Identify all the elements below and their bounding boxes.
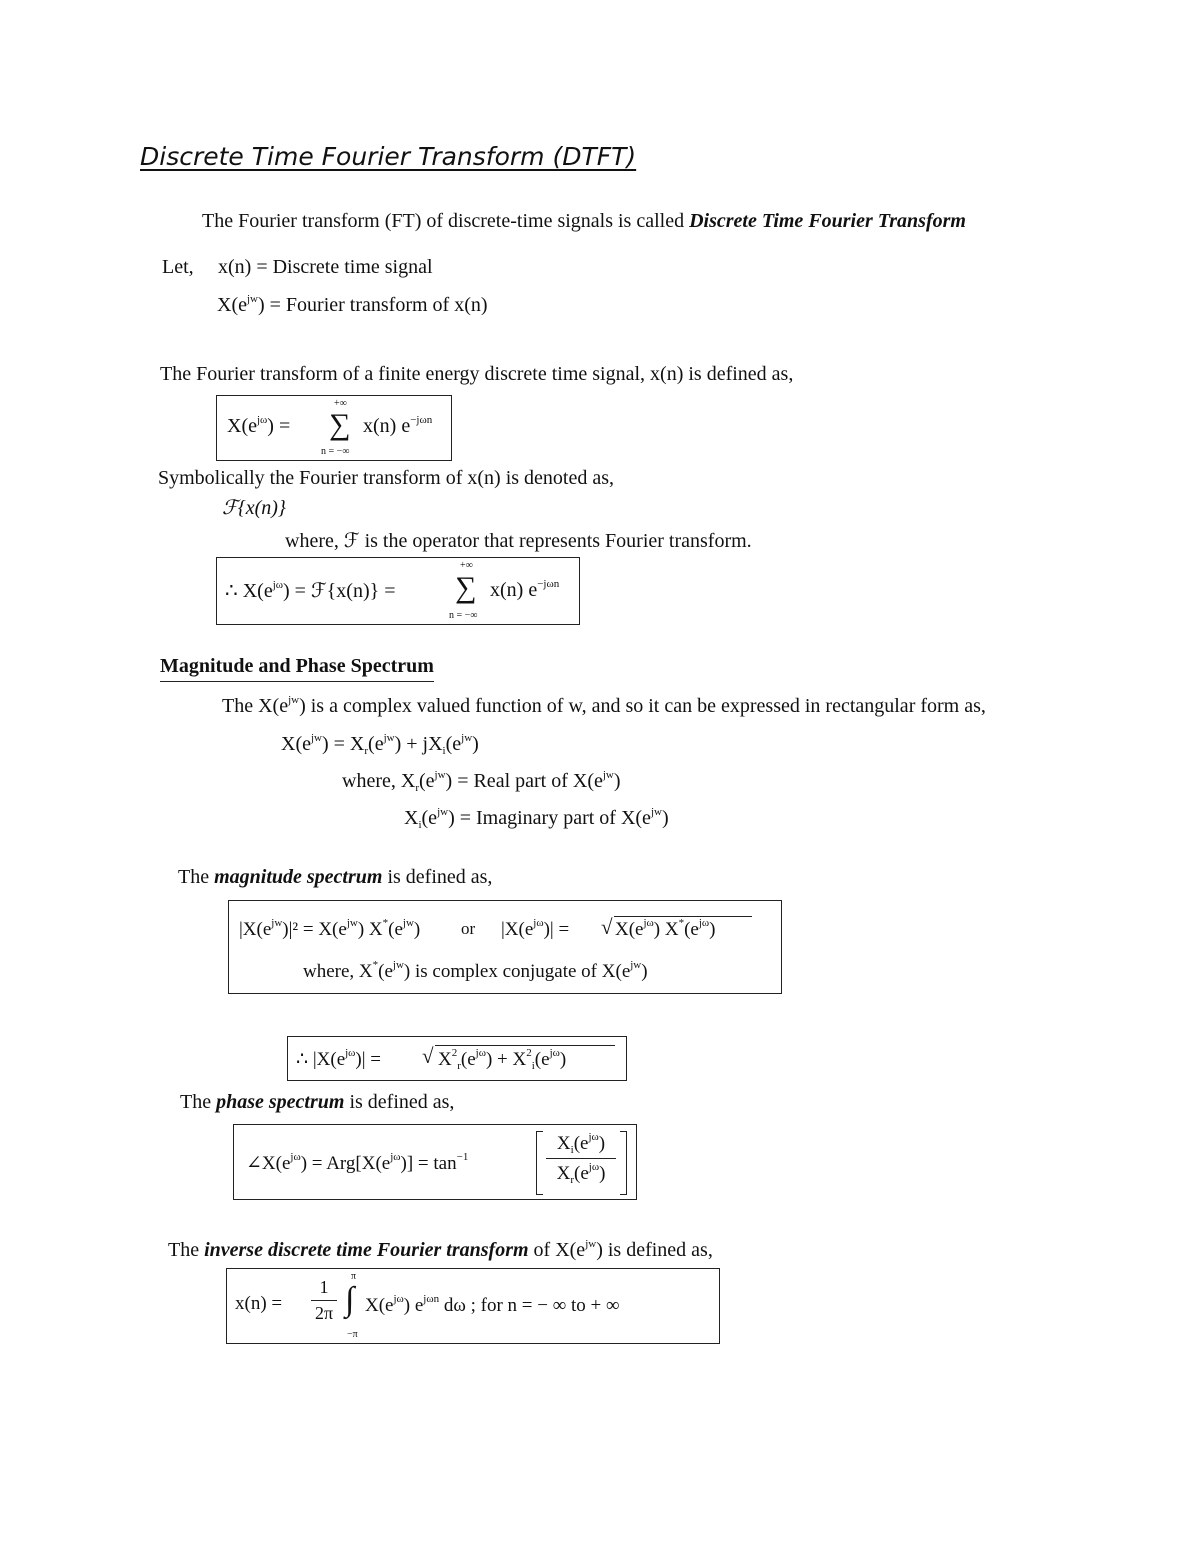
magnitude-equation-box — [228, 900, 782, 994]
section-heading: Magnitude and Phase Spectrum — [160, 655, 434, 682]
frac-numerator: 1 — [319, 1277, 329, 1297]
symbolic-text: Symbolically the Fourier transform of x(n) is denoted as, — [158, 467, 615, 489]
eq4-lhs: ∴ $|X(e^{j\omega})|$ = — [296, 1047, 382, 1070]
left-bracket — [536, 1131, 543, 1195]
eq1-term: x(n) $e^{-j\omega n}$ — [363, 414, 433, 437]
eq3-magnitude-form: $|X(e^{j\omega})|$ = — [501, 917, 570, 940]
eq2-lhs: ∴ $X(e^{j\omega})$ = ℱ{x(n)} = — [225, 579, 396, 602]
symbolic-notation: ℱ{x(n)} — [222, 497, 286, 519]
eq6-integrand: $X(e^{j\omega})$ $e^{j\omega n}$ dω ; for n = − ∞ to + ∞ — [365, 1293, 620, 1316]
eq3-where-conjugate: where, $X^*(e^{jw})$ is complex conjugate of $X(e^{jw})$ — [303, 959, 648, 982]
sigma-symbol: ∑ — [329, 408, 351, 441]
fraction-denominator: $X_r(e^{j\omega})$ — [556, 1161, 606, 1186]
complex-valued-text: The $X(e^{jw})$ is a complex valued function of w, and so it can be expressed in rectangular form as, — [222, 694, 986, 717]
eq3-or: or — [461, 919, 476, 938]
fraction-line — [546, 1158, 616, 1159]
sqrt-bar-2 — [435, 1045, 615, 1046]
eq3-sqrt-body: $X(e^{j\omega})$ $X^*(e^{j\omega})$ — [615, 917, 716, 940]
one-over-two-pi — [311, 1277, 337, 1324]
integral-upper-limit: π — [351, 1271, 357, 1282]
eq3-squared-form: $|X(e^{jw})|^2 = X(e^{jw})$ $X^*(e^{jw})$ — [239, 917, 421, 940]
real-part-definition: where, $X_r(e^{jw})$ = Real part of $X(e^{jw})$ — [342, 769, 621, 794]
sqrt-symbol: √ — [601, 915, 613, 939]
sqrt-symbol-2: √ — [422, 1044, 434, 1068]
frac-denominator: 2π — [314, 1303, 334, 1323]
eq6-lhs: x(n) = — [235, 1293, 283, 1314]
eq1-upper-limit: +∞ — [334, 398, 347, 409]
intro-text: The Fourier transform (FT) of discrete-time signals is called — [202, 210, 690, 232]
magnitude-intro: The magnitude spectrum is defined as, — [178, 866, 493, 888]
phase-equation-box — [233, 1124, 637, 1200]
integral-symbol: ∫ — [345, 1281, 355, 1318]
intro-emphasis: Discrete Time Fourier Transform — [689, 210, 966, 232]
eq1-lhs: $X(e^{j\omega})$ = — [227, 414, 291, 437]
let-line-2: $X(e^{jw})$ = Fourier transform of x(n) — [217, 293, 488, 316]
eq1-lower-limit: n = −∞ — [321, 446, 350, 457]
frac-line — [311, 1300, 337, 1301]
let-line-1: x(n) = Discrete time signal — [218, 256, 433, 278]
definition-text: The Fourier transform of a finite energy discrete time signal, x(n) is defined as, — [160, 363, 794, 385]
page-title: Discrete Time Fourier Transform (DTFT) — [140, 142, 637, 171]
imaginary-part-definition: $X_i(e^{jw})$ = Imaginary part of $X(e^{jw})$ — [404, 806, 669, 831]
sigma-symbol-2: ∑ — [455, 571, 477, 604]
intro-paragraph — [202, 210, 966, 233]
phase-intro: The phase spectrum is defined as, — [180, 1091, 455, 1113]
eq4-sqrt-body: $X^2_r(e^{j\omega}) + X^2_i(e^{j\omega})$ — [438, 1047, 567, 1072]
rectangular-form-equation: $X(e^{jw}) = X_r(e^{jw}) + jX_i(e^{jw})$ — [281, 732, 479, 757]
fraction-numerator: $X_i(e^{j\omega})$ — [556, 1131, 606, 1156]
eq2-term: x(n) $e^{-j\omega n}$ — [490, 578, 560, 601]
where-operator-text: where, ℱ is the operator that represents Fourier transform. — [285, 530, 752, 552]
let-label: Let, — [162, 256, 194, 278]
eq5-lhs: $\angle X(e^{j\omega}) = Arg[X(e^{j\omega})] = \tan^{-1}$ — [246, 1151, 469, 1174]
inverse-intro: The inverse discrete time Fourier transform of $X(e^{jw})$ is defined as, — [168, 1238, 713, 1261]
eq2-upper-limit: +∞ — [460, 560, 473, 571]
dtft-equation-box — [216, 395, 452, 461]
magnitude-rectangular-box — [287, 1036, 627, 1081]
phase-fraction — [546, 1131, 616, 1186]
inverse-dtft-equation-box — [226, 1268, 720, 1344]
eq2-lower-limit: n = −∞ — [449, 610, 478, 621]
dtft-operator-equation-box — [216, 557, 580, 625]
integral-lower-limit: −π — [347, 1329, 358, 1340]
right-bracket — [620, 1131, 627, 1195]
